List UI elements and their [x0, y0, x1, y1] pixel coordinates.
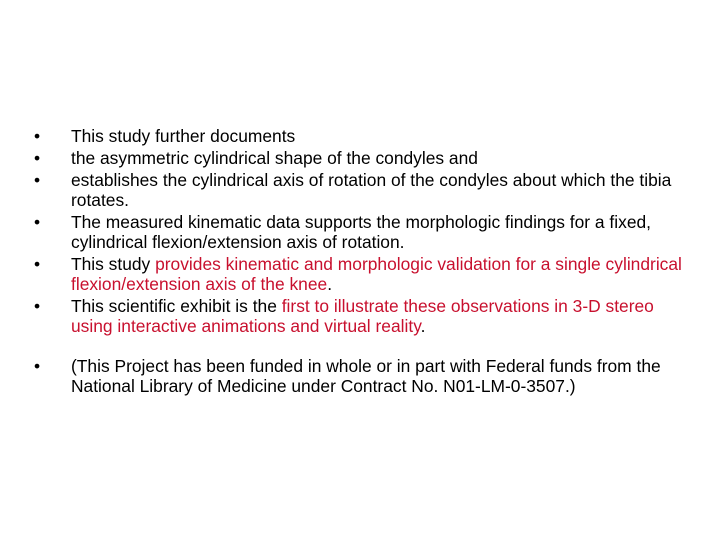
bullet-icon: • — [34, 148, 41, 168]
funding-text: (This Project has been funded in whole or in part with Federal funds from the National Library of Medicine under Contract No. N01-LM-0-3507.) — [71, 356, 661, 396]
bullet-text: This study — [71, 254, 156, 274]
funding-note — [34, 356, 684, 396]
bullet-text: the asymmetric cylindrical shape of the condyles and — [71, 148, 478, 168]
bullet-list — [34, 126, 684, 398]
bullet-text: . — [420, 316, 426, 336]
bullet-item — [34, 148, 684, 168]
bullet-item — [34, 170, 684, 210]
bullet-icon: • — [34, 126, 41, 146]
bullet-item — [34, 296, 684, 336]
bullet-text: This scientific exhibit is the — [71, 296, 282, 316]
bullet-item — [34, 126, 684, 146]
bullet-text: This study further documents — [71, 126, 296, 146]
bullet-item — [34, 212, 684, 252]
highlighted-text: provides kinematic and morphologic validation for a single cylindrical flexion/extension axis of the knee — [71, 254, 682, 294]
bullet-item — [34, 254, 684, 294]
bullet-icon: • — [34, 212, 41, 232]
highlighted-text: first to illustrate these observations in 3-D stereo using interactive animations and virtual reality — [71, 296, 654, 336]
bullet-text: The measured kinematic data supports the morphologic findings for a fixed, cylindrical flexion/extension axis of rotation. — [71, 212, 651, 252]
bullet-text: . — [327, 274, 333, 294]
bullet-icon: • — [34, 296, 41, 316]
bullet-icon: • — [34, 170, 41, 190]
bullet-icon: • — [34, 356, 41, 376]
bullet-text: establishes the cylindrical axis of rotation of the condyles about which the tibia rotates. — [71, 170, 672, 210]
bullet-icon: • — [34, 254, 41, 274]
